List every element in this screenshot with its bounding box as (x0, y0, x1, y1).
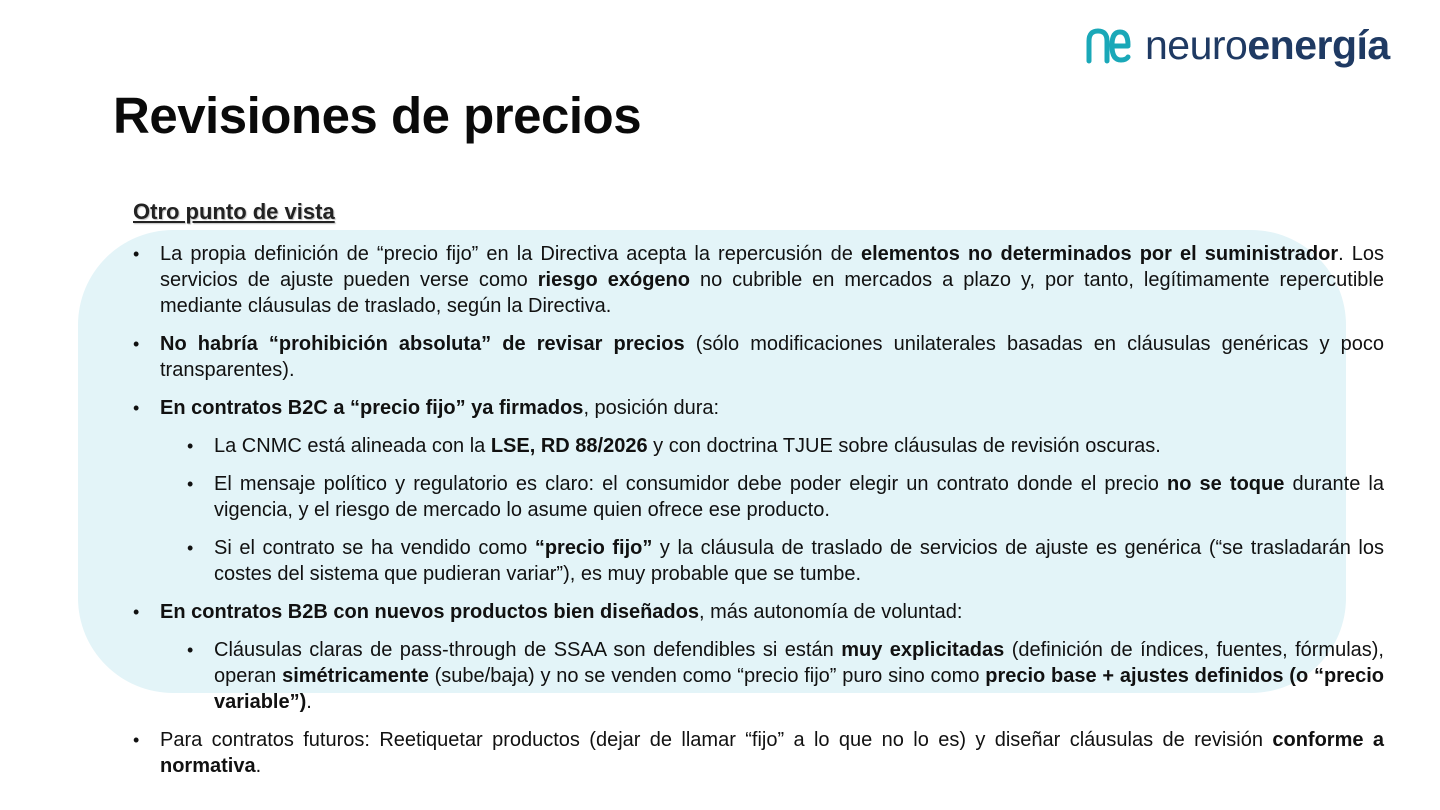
bold-text: no se toque (1167, 473, 1285, 495)
text-segment: La propia definición de “precio fijo” en la Directiva acepta la repercusión de (160, 243, 861, 265)
sub-bullet-item (160, 535, 1384, 587)
bullet-item (133, 241, 1384, 319)
bold-text: simétricamente (282, 665, 429, 687)
bold-text: elementos no determinados por el suministrador (860, 243, 1339, 265)
bold-text: precio base + ajustes definidos (o “precio variable”) (214, 665, 1384, 713)
text-segment: . (255, 755, 262, 777)
bullet-item (133, 599, 1384, 715)
slide-title: Revisiones de precios (113, 87, 642, 144)
bold-text: No habría “prohibición absoluta” de revisar precios (160, 333, 685, 355)
sub-bullet-list (160, 433, 1384, 587)
slide-subtitle: Otro punto de vista (133, 199, 335, 224)
text-segment: Cláusulas claras de pass-through de SSAA son defendibles si están (214, 639, 842, 661)
text-segment: El mensaje político y regulatorio es claro: el consumidor debe poder elegir un contrato donde el precio (214, 473, 1167, 495)
brand-name-bold: energía (1247, 22, 1390, 68)
sub-bullet-item (160, 433, 1384, 459)
bold-text: conforme a normativa (160, 729, 1384, 777)
ne-logo-mark-icon (1085, 25, 1131, 65)
text-segment: Si el contrato se ha vendido como (214, 537, 535, 559)
brand-name-light: neuro (1145, 22, 1248, 68)
sub-bullet-item (160, 637, 1384, 715)
bold-text: En contratos B2B con nuevos productos bien diseñados (160, 601, 699, 623)
bold-text: “precio fijo” (534, 537, 653, 559)
bold-text: riesgo exógeno (537, 269, 690, 291)
text-segment: . (306, 691, 312, 713)
text-segment: , más autonomía de voluntad: (698, 601, 963, 623)
sub-bullet-list (160, 637, 1384, 715)
bullet-list (133, 241, 1384, 779)
text-segment: La CNMC está alineada con la (214, 435, 491, 457)
bullet-content (133, 241, 1384, 791)
text-segment: . Los servicios de ajuste pueden verse como (160, 243, 1385, 291)
bullet-item (133, 395, 1384, 587)
bold-text: muy explicitadas (841, 639, 1005, 661)
brand-logo (1085, 20, 1390, 70)
bullet-item (133, 331, 1384, 383)
bold-text: En contratos B2C a “precio fijo” ya firmados (160, 397, 584, 419)
brand-wordmark (1145, 20, 1390, 70)
sub-bullet-item (160, 471, 1384, 523)
text-segment: durante la vigencia, y el riesgo de mercado lo asume quien ofrece ese producto. (214, 473, 1384, 521)
bullet-item (133, 727, 1384, 779)
text-segment: (sólo modificaciones unilaterales basadas en cláusulas genéricas y poco transparentes). (160, 333, 1384, 381)
text-segment: (definición de índices, fuentes, fórmulas), operan (214, 639, 1384, 687)
text-segment: (sube/baja) y no se venden como “precio fijo” puro sino como (428, 665, 986, 687)
text-segment: no cubrible en mercados a plazo y, por tanto, legítimamente repercutible mediante cláusulas de traslado, según la Directiva. (160, 269, 1384, 317)
bold-text: LSE, RD 88/2026 (490, 435, 648, 457)
text-segment: Para contratos futuros: Reetiquetar productos (dejar de llamar “fijo” a lo que no lo es) y diseñar cláusulas de revisión (160, 729, 1273, 751)
text-segment: y con doctrina TJUE sobre cláusulas de revisión oscuras. (647, 435, 1161, 457)
text-segment: y la cláusula de traslado de servicios de ajuste es genérica (“se trasladarán los costes del sistema que pudieran variar”), es muy probable que se tumbe. (214, 537, 1384, 585)
text-segment: , posición dura: (583, 397, 720, 419)
